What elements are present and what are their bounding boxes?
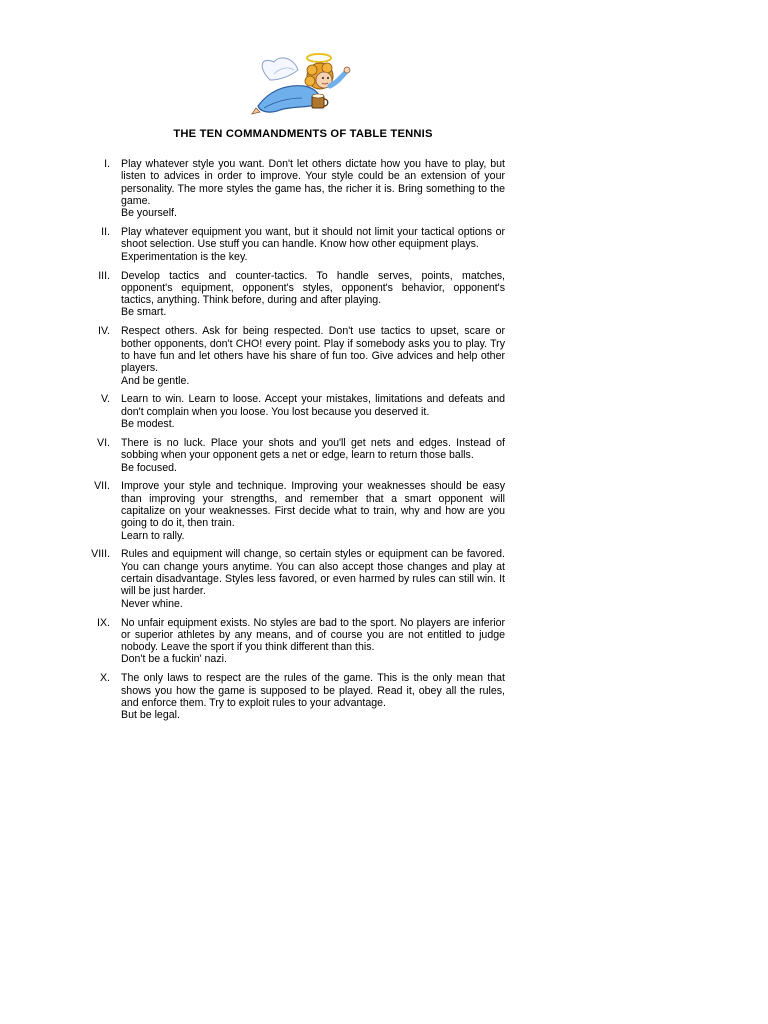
item-numeral: IX. [97,616,110,629]
item-numeral: IV. [98,325,110,338]
item-motto: Be modest. [121,418,175,431]
page-title: THE TEN COMMANDMENTS OF TABLE TENNIS [173,128,433,140]
list-item [88,270,508,319]
item-numeral: I. [104,158,110,170]
item-motto: Experimentation is the key. [121,250,248,263]
item-numeral: III. [98,269,110,282]
item-text: Play whatever style you want. Don't let others dictate how you have to play, but listen to advices in order to improve. Your style could be an extension of your personality. The more styles the game has, the richer it is. Bring something to the game. [121,158,505,207]
item-body [121,617,505,666]
item-motto: Be focused. [121,461,177,474]
item-body [121,270,505,319]
list-item [88,672,508,721]
item-motto: Be yourself. [121,207,177,220]
item-motto: Never whine. [121,597,183,610]
item-body [121,548,505,609]
item-motto: Learn to rally. [121,529,185,542]
item-text: No unfair equipment exists. No styles are bad to the sport. No players are inferior or superior athletes by any means, and of course you are not entitled to judge nobody. Leave the sport if you think different than this. [121,616,505,654]
item-numeral: VII. [94,480,110,493]
item-numeral: VI. [97,436,110,449]
item-numeral: V. [100,393,110,406]
list-item [88,480,508,541]
item-motto: But be legal. [121,709,180,722]
item-text: There is no luck. Place your shots and you'll get nets and edges. Instead of sobbing when your opponent gets a net or edge, learn to return those balls. [121,436,505,462]
item-numeral: II. [101,226,110,239]
item-text: Play whatever equipment you want, but it should not limit your tactical options or shoot selection. Use stuff you can handle. Know how other equipment plays. [121,226,505,251]
commandments-list [88,158,508,728]
item-motto: Be smart. [121,306,167,319]
item-text: Respect others. Ask for being respected. Don't use tactics to upset, scare or bother opponents, don't CHO! every point. Play if somebody asks you to play. Try to have fun and let others have his share of fun too. Give advices and help other players. [121,325,505,375]
item-motto: Don't be a fuckin' nazi. [121,653,227,666]
item-body [121,393,505,430]
item-numeral: VIII. [91,548,110,561]
item-text: Learn to win. Learn to loose. Accept your mistakes, limitations and defeats and don't complain when you loose. You lost because you deserved it. [121,393,505,418]
item-text: Develop tactics and counter-tactics. To handle serves, points, matches, opponent's equipment, opponent's styles, opponent's behavior, opponent's tactics, anything. Think before, during and after playing. [121,269,505,307]
list-item [88,226,508,263]
item-body [121,158,505,219]
list-item [88,548,508,609]
list-item [88,393,508,430]
item-text: Improve your style and technique. Improving your weaknesses should be easy than improving your strengths, and remember that a smart opponent will capitalize on your weaknesses. First decide what to train, why and how are you going to do it, then train. [121,480,505,530]
item-text: The only laws to respect are the rules of the game. This is the only mean that shows you how the game is supposed to be played. Read it, obey all the rules, and enforce them. Try to exploit rules to your advantage. [121,672,505,709]
angel-clipart-icon [250,50,360,118]
list-item [88,437,508,474]
item-body [121,480,505,541]
list-item [88,158,508,219]
list-item [88,325,508,386]
item-motto: And be gentle. [121,374,190,387]
item-numeral: X. [99,672,110,685]
item-body [121,437,505,474]
item-text: Rules and equipment will change, so certain styles or equipment can be favored. You can change yours anytime. You can also accept those changes and play at certain disadvantage. Styles less favored, or even harmed by rules can still win. It will be just harder. [121,548,505,598]
item-body [121,226,505,263]
list-item [88,617,508,666]
item-body [121,672,505,721]
item-body [121,325,505,386]
